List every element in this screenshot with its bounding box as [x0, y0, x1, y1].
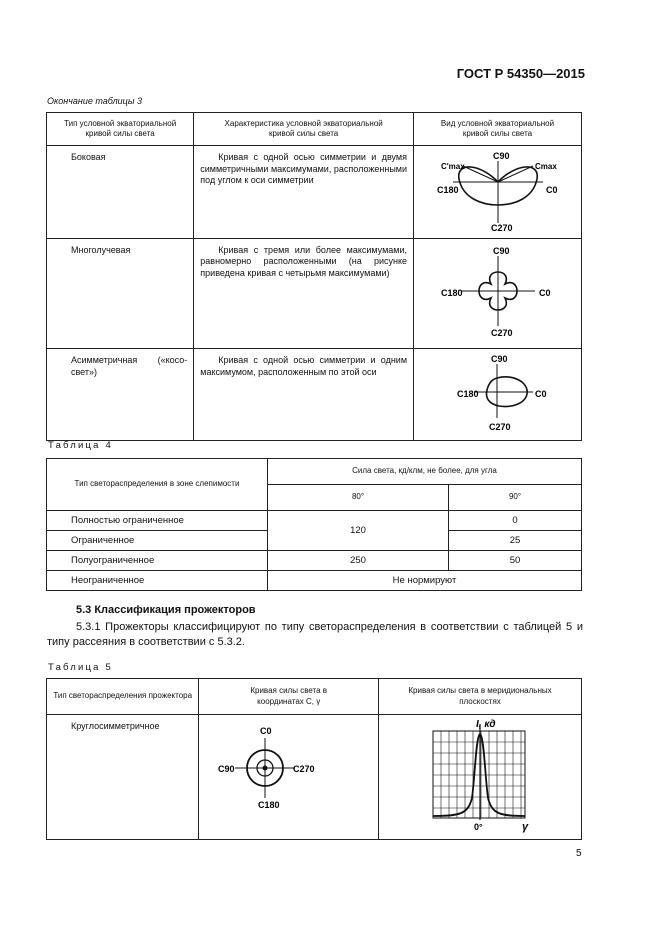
- table5-row-type: Круглосимметричное: [47, 715, 199, 840]
- table3-row-type: Боковая: [47, 146, 194, 239]
- section-title: 5.3 Классификация прожекторов: [76, 604, 256, 616]
- table4-caption: Таблица 4: [48, 440, 113, 451]
- label-c270: C270: [491, 223, 513, 233]
- table3-row-description: Кривая с одной осью симметрии и двумя симметричными максимумами, расположенными под углом к оси симметрии: [194, 146, 414, 239]
- table5-cell-meridional: [379, 715, 582, 840]
- label-c0: C0: [546, 185, 558, 195]
- table3: [46, 112, 582, 441]
- label-c270: C270: [489, 422, 511, 432]
- table4-header-type: Тип светораспределения в зоне слепимости: [47, 459, 268, 511]
- table5-header-curve: Кривая силы света в координатах C, γ: [199, 679, 379, 715]
- label-zero-deg: 0°: [474, 822, 483, 832]
- table4-row-type: Ограниченное: [47, 531, 268, 551]
- table3-header-type: Тип условной экваториальной кривой силы света: [47, 113, 194, 146]
- label-c0: C0: [535, 389, 547, 399]
- table3-row-type: Асимметричная («косо-свет»): [47, 349, 194, 441]
- label-cmax-right: Cmax: [535, 162, 557, 171]
- page-number: 5: [576, 848, 582, 859]
- table5-header-type: Тип светораспределения прожектора: [47, 679, 199, 715]
- table4-row-type: Полностью ограниченное: [47, 511, 268, 531]
- table4-row-type: Полуограниченное: [47, 551, 268, 571]
- label-c90: C90: [493, 245, 510, 256]
- round-symmetric-figure: [200, 716, 344, 834]
- table5: [46, 678, 582, 840]
- label-c90: C90: [491, 354, 508, 364]
- table3-caption: Окончание таблицы 3: [47, 96, 142, 106]
- label-c270: C270: [491, 327, 513, 338]
- table4-cell-90: 0: [449, 511, 582, 531]
- table3-row-description: Кривая с тремя или более максимумами, равномерно расположенными (на рисунке приведена кривая с четырьмя максимумами): [194, 238, 414, 349]
- table3-header-view: Вид условной экваториальной кривой силы света: [414, 113, 582, 146]
- lateral-curve-figure: [415, 147, 580, 233]
- table4-header-80: 80°: [268, 485, 449, 511]
- label-gamma: γ: [522, 821, 529, 833]
- asymmetric-curve-figure: [415, 350, 580, 435]
- section-paragraph: 5.3.1 Прожекторы классифицируют по типу светораспределения в соответствии с таблицей 5 и типу рассеяния в соответствии с 5.3.2.: [47, 621, 583, 648]
- table3-row-figure: [414, 238, 582, 349]
- table3-row-description: Кривая с одной осью симметрии и одним максимумом, расположенным по этой оси: [194, 349, 414, 441]
- multibeam-curve-figure: [415, 240, 580, 344]
- table3-row-figure: [414, 146, 582, 239]
- table5-cell-c-gamma: [199, 715, 379, 840]
- standard-number: ГОСТ Р 54350—2015: [456, 66, 585, 81]
- label-c180: C180: [441, 287, 463, 298]
- label-c90: C90: [218, 764, 235, 774]
- label-c90: C90: [493, 151, 510, 161]
- table3-row-type: Многолучевая: [47, 238, 194, 349]
- label-c180: C180: [437, 185, 459, 195]
- table4-cell-merged: Не нормируют: [268, 571, 582, 591]
- table4-cell-90: 50: [449, 551, 582, 571]
- table4-row-type: Неограниченное: [47, 571, 268, 591]
- meridional-curve-figure: [380, 716, 580, 834]
- table4-cell-90: 25: [449, 531, 582, 551]
- table4-cell-80: 120: [268, 511, 449, 551]
- table5-header-meridional: Кривая силы света в меридиональных плоскостях: [379, 679, 582, 715]
- table4: [46, 458, 582, 591]
- label-i-axis: I, кд: [476, 719, 496, 730]
- table4-header-intensity: Сила света, кд/клм, не более, для угла: [268, 459, 582, 485]
- label-c0: C0: [539, 287, 551, 298]
- label-c0: C0: [260, 726, 272, 736]
- table4-cell-80: 250: [268, 551, 449, 571]
- table4-header-90: 90°: [449, 485, 582, 511]
- label-c180: C180: [258, 800, 280, 810]
- table3-header-description: Характеристика условной экваториальной кривой силы света: [194, 113, 414, 146]
- table3-row-figure: [414, 349, 582, 441]
- label-c180: C180: [457, 389, 479, 399]
- label-cmax-left: C'max: [441, 162, 465, 171]
- label-c270: C270: [293, 764, 315, 774]
- table5-caption: Таблица 5: [48, 662, 113, 673]
